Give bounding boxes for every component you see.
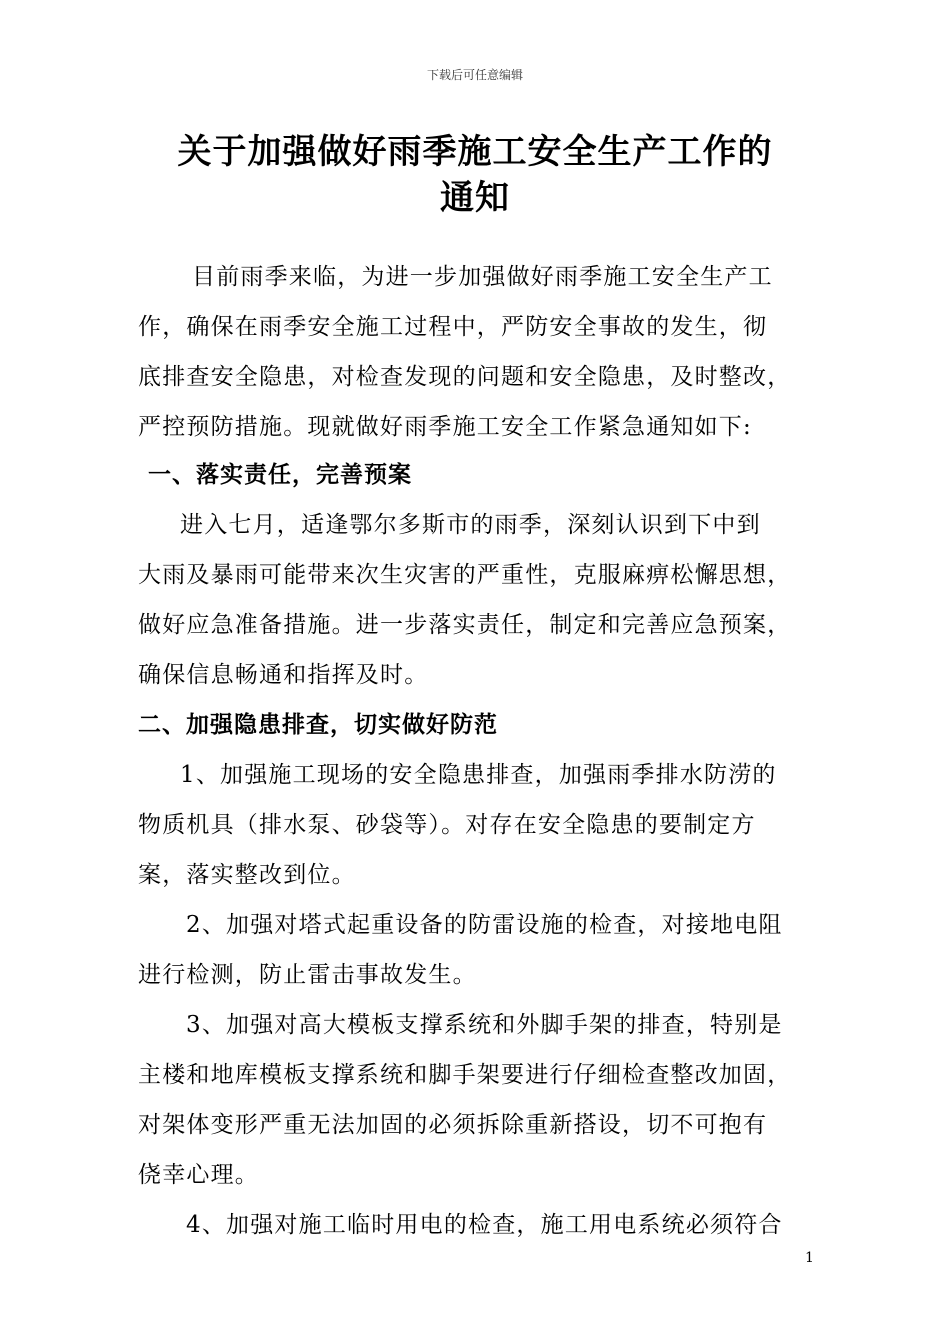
section-1-line: 进入七月，适逢鄂尔多斯市的雨季，深刻认识到下中到 xyxy=(180,512,761,538)
item-2-line: 进行检测，防止雷击事故发生。 xyxy=(138,962,477,988)
item-3-line: 3、加强对高大模板支撑系统和外脚手架的排查，特别是 xyxy=(186,1012,783,1038)
item-1-line: 1、加强施工现场的安全隐患排查，加强雨季排水防涝的 xyxy=(180,762,777,788)
item-1-line: 案，落实整改到位。 xyxy=(138,862,356,888)
item-4-line: 4、加强对施工临时用电的检查，施工用电系统必须符合 xyxy=(186,1212,783,1238)
item-3-line: 对架体变形严重无法加固的必须拆除重新搭设，切不可抱有 xyxy=(138,1112,768,1138)
section-1-heading: 一、落实责任，完善预案 xyxy=(148,462,412,488)
section-2-heading: 二、加强隐患排查，切实做好防范 xyxy=(138,712,498,738)
section-1-line: 确保信息畅通和指挥及时。 xyxy=(138,662,429,688)
section-1-line: 做好应急准备措施。进一步落实责任，制定和完善应急预案， xyxy=(138,612,792,638)
intro-line: 底排查安全隐患，对检查发现的问题和安全隐患，及时整改， xyxy=(138,364,792,390)
item-3-line: 主楼和地库模板支撑系统和脚手架要进行仔细检查整改加固， xyxy=(138,1062,792,1088)
header-note: 下载后可任意编辑 xyxy=(426,68,523,82)
item-2-line: 2、加强对塔式起重设备的防雷设施的检查，对接地电阻 xyxy=(186,912,783,938)
intro-line: 严控预防措施。现就做好雨季施工安全工作紧急通知如下: xyxy=(138,414,752,440)
intro-line: 目前雨季来临，为进一步加强做好雨季施工安全生产工 xyxy=(192,264,773,290)
document-title-line-1: 关于加强做好雨季施工安全生产工作的 xyxy=(177,132,773,172)
item-1-line: 物质机具（排水泵、砂袋等）。对存在安全隐患的要制定方 xyxy=(138,812,756,838)
item-3-line: 侥幸心理。 xyxy=(138,1162,259,1188)
section-1-line: 大雨及暴雨可能带来次生灾害的严重性，克服麻痹松懈思想， xyxy=(138,562,792,588)
document-title-line-2: 通知 xyxy=(440,178,510,218)
intro-line: 作，确保在雨季安全施工过程中，严防安全事故的发生，彻 xyxy=(138,314,768,340)
page-number: 1 xyxy=(805,1250,814,1266)
